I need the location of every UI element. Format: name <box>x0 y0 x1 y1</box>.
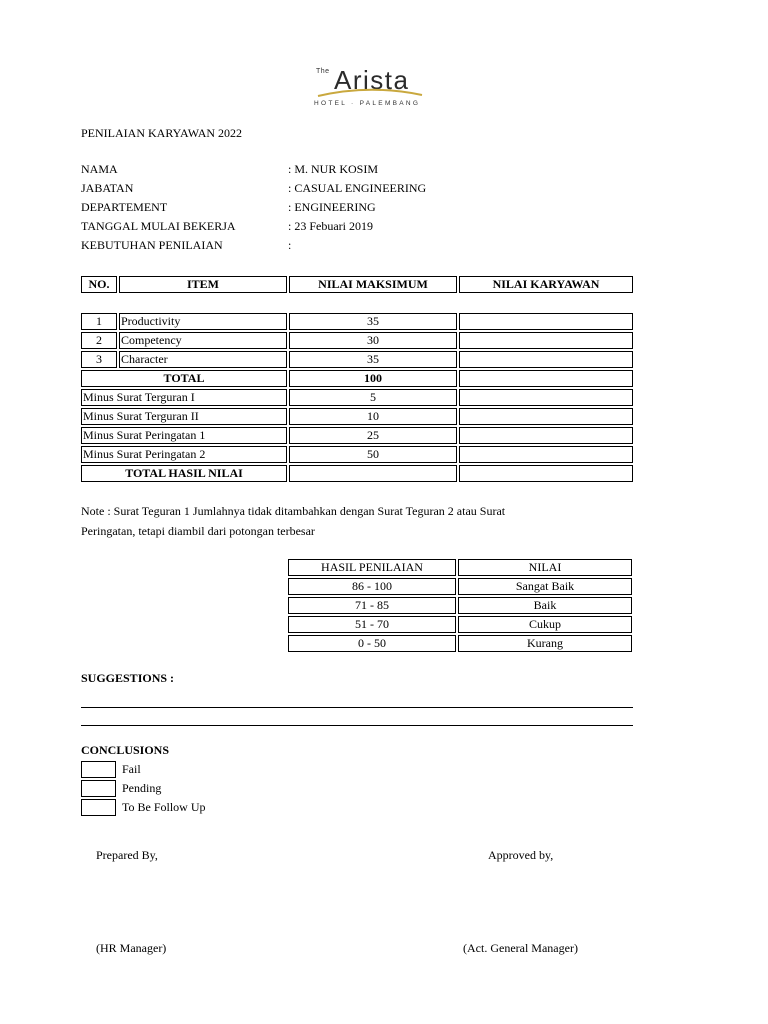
info-value: : 23 Febuari 2019 <box>288 219 373 233</box>
table-row <box>288 578 632 595</box>
suggestion-line-2[interactable] <box>81 725 633 726</box>
deduction-employee-score[interactable] <box>459 389 633 406</box>
info-row-kebutuhan <box>81 238 641 256</box>
grade-label: Sangat Baik <box>458 578 632 595</box>
item-employee-score[interactable] <box>459 332 633 349</box>
checkbox-fail[interactable] <box>81 761 116 778</box>
info-row-departement <box>81 200 641 218</box>
conclusion-fail-label: Fail <box>122 762 141 776</box>
deduction-max: 5 <box>289 389 457 406</box>
item-max: 30 <box>289 332 457 349</box>
item-name: Character <box>119 351 287 368</box>
header-item: ITEM <box>119 276 287 293</box>
header-max: NILAI MAKSIMUM <box>289 276 457 293</box>
table-row <box>288 616 632 633</box>
approved-role: (Act. General Manager) <box>463 941 578 955</box>
item-no: 1 <box>81 313 117 330</box>
table-row <box>81 332 633 349</box>
info-value: : ENGINEERING <box>288 200 376 214</box>
deduction-row <box>81 446 633 463</box>
conclusion-pending-label: Pending <box>122 781 162 795</box>
info-value: : M. NUR KOSIM <box>288 162 379 176</box>
grade-label: Baik <box>458 597 632 614</box>
table-row <box>288 597 632 614</box>
total-result-max[interactable] <box>289 465 457 482</box>
conclusions-label: CONCLUSIONS <box>81 743 170 757</box>
table-row <box>81 313 633 330</box>
logo-arc-icon <box>310 86 430 98</box>
approved-by-label: Approved by, <box>488 848 554 862</box>
grade-range: 51 - 70 <box>288 616 456 633</box>
hotel-logo <box>310 62 430 112</box>
info-label: NAMA <box>81 162 118 176</box>
grade-label: Cukup <box>458 616 632 633</box>
grade-range: 71 - 85 <box>288 597 456 614</box>
score-table <box>79 311 635 484</box>
suggestion-line-1[interactable] <box>81 707 633 708</box>
info-row-tanggal <box>81 219 641 237</box>
checkbox-follow-up[interactable] <box>81 799 116 816</box>
header-no: NO. <box>81 276 117 293</box>
suggestions-label: SUGGESTIONS : <box>81 671 175 685</box>
deduction-row <box>81 408 633 425</box>
header-employee: NILAI KARYAWAN <box>459 276 633 293</box>
info-label: DEPARTEMENT <box>81 200 168 214</box>
grade-range: 0 - 50 <box>288 635 456 652</box>
item-no: 2 <box>81 332 117 349</box>
deduction-employee-score[interactable] <box>459 427 633 444</box>
item-name: Competency <box>119 332 287 349</box>
document-title: PENILAIAN KARYAWAN 2022 <box>81 126 243 140</box>
table-row <box>288 635 632 652</box>
item-name: Productivity <box>119 313 287 330</box>
grade-table <box>286 557 634 654</box>
total-result-employee[interactable] <box>459 465 633 482</box>
item-max: 35 <box>289 313 457 330</box>
total-result-row <box>81 465 633 482</box>
deduction-employee-score[interactable] <box>459 408 633 425</box>
score-table-header <box>79 274 635 295</box>
total-row <box>81 370 633 387</box>
note-line-2: Peringatan, tetapi diambil dari potongan terbesar <box>81 524 315 538</box>
item-employee-score[interactable] <box>459 313 633 330</box>
total-label: TOTAL <box>81 370 287 387</box>
item-no: 3 <box>81 351 117 368</box>
logo-name: Arista <box>334 65 410 95</box>
deduction-row <box>81 389 633 406</box>
info-row-nama <box>81 162 641 180</box>
prepared-by-label: Prepared By, <box>96 848 158 862</box>
deduction-name: Minus Surat Peringatan 2 <box>81 446 287 463</box>
conclusion-follow-up-label: To Be Follow Up <box>122 800 206 814</box>
info-row-jabatan <box>81 181 641 199</box>
checkbox-pending[interactable] <box>81 780 116 797</box>
info-label: TANGGAL MULAI BEKERJA <box>81 219 236 233</box>
total-result-label: TOTAL HASIL NILAI <box>81 465 287 482</box>
deduction-employee-score[interactable] <box>459 446 633 463</box>
item-max: 35 <box>289 351 457 368</box>
logo-the: The <box>316 68 330 75</box>
deduction-max: 25 <box>289 427 457 444</box>
grade-header-row <box>288 559 632 576</box>
grade-header-range: HASIL PENILAIAN <box>288 559 456 576</box>
deduction-name: Minus Surat Terguran II <box>81 408 287 425</box>
info-label: JABATAN <box>81 181 134 195</box>
deduction-row <box>81 427 633 444</box>
info-value: : CASUAL ENGINEERING <box>288 181 427 195</box>
prepared-role: (HR Manager) <box>96 941 167 955</box>
table-row <box>81 351 633 368</box>
grade-range: 86 - 100 <box>288 578 456 595</box>
grade-label: Kurang <box>458 635 632 652</box>
total-max: 100 <box>289 370 457 387</box>
deduction-max: 50 <box>289 446 457 463</box>
deduction-max: 10 <box>289 408 457 425</box>
info-label: KEBUTUHAN PENILAIAN <box>81 238 223 252</box>
grade-header-grade: NILAI <box>458 559 632 576</box>
total-employee-score[interactable] <box>459 370 633 387</box>
deduction-name: Minus Surat Peringatan 1 <box>81 427 287 444</box>
logo-subtitle: HOTEL · PALEMBANG <box>314 100 421 107</box>
item-employee-score[interactable] <box>459 351 633 368</box>
info-value: : <box>288 238 292 252</box>
deduction-name: Minus Surat Terguran I <box>81 389 287 406</box>
note-line-1: Note : Surat Teguran 1 Jumlahnya tidak ditambahkan dengan Surat Teguran 2 atau Surat <box>81 504 506 518</box>
